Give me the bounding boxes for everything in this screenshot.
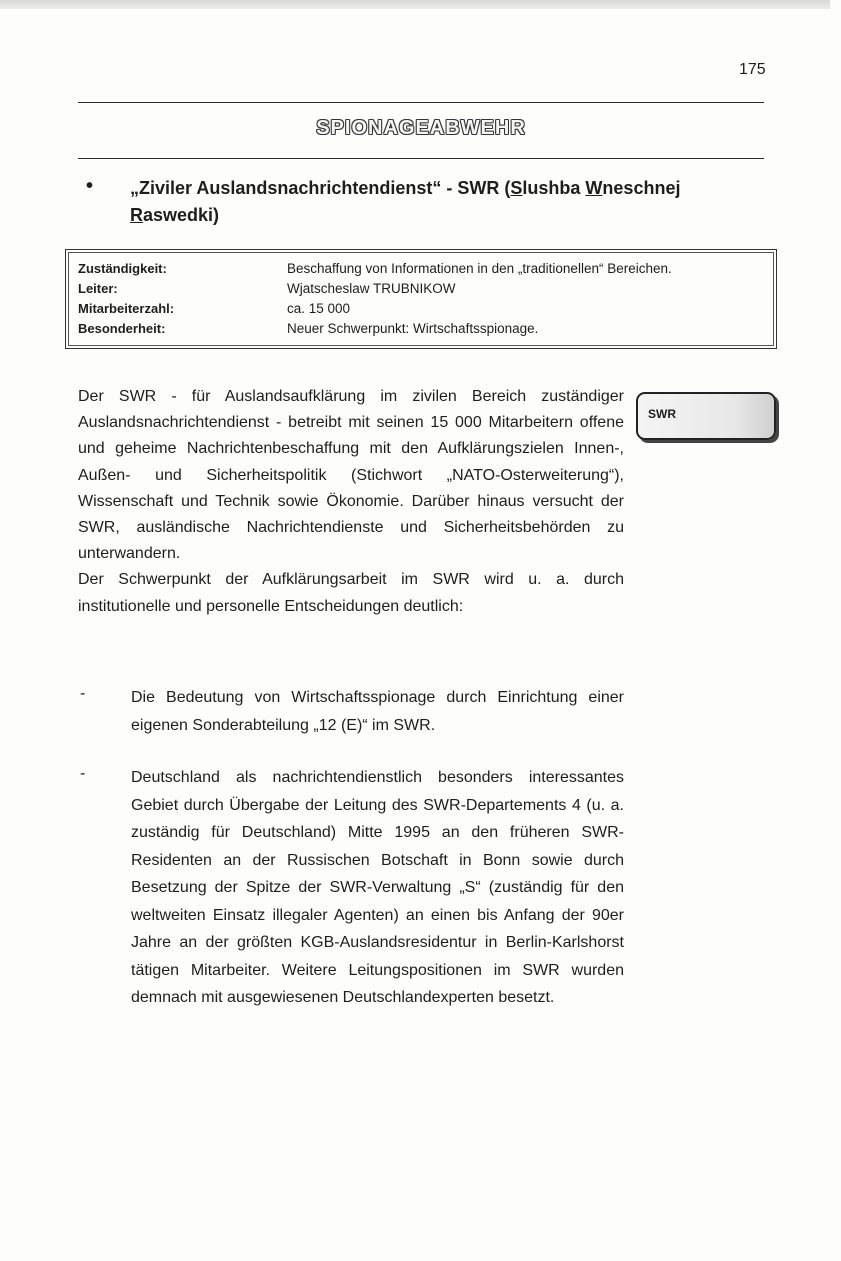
info-label: Leiter: [78, 281, 118, 296]
heading-underlined-w: W [585, 178, 603, 198]
margin-tag [636, 392, 776, 440]
paragraph: Der SWR - für Auslandsaufklärung im zivilen Bereich zuständiger Auslandsnachrichtendienst - betreibt mit seinen 15 000 Mitarbeitern offene und geheime Nachrichtenbeschaffung mit den Aufklärungszielen Innen-, Außen- und Sicherheitspolitik (Stichwort „NATO-Osterweiterung“), Wissenschaft und Technik sowie Ökonomie. Darüber hinaus versucht der SWR, ausländische Nachrichtendienste und Sicherheitsbehörden zu unterwandern. [78, 388, 624, 563]
bottom-rule [78, 158, 764, 159]
list-item: Die Bedeutung von Wirtschaftsspionage durch Einrichtung einer eigenen Sonderabteilung „12 (E)“ im SWR. [131, 689, 624, 734]
heading-underlined-s: S [510, 178, 523, 198]
heading-text: aswedki) [143, 205, 220, 225]
scan-edge [0, 0, 830, 9]
section-title: SPIONAGEABWEHR [316, 117, 526, 139]
paragraph: Der Schwerpunkt der Aufklärungsarbeit im SWR wird u. a. durch institutionelle und personelle Entscheidungen deutlich: [78, 571, 624, 615]
page-number: 175 [739, 61, 766, 78]
info-label: Besonderheit: [78, 321, 166, 336]
dash-marker: - [80, 765, 86, 782]
info-label: Zuständigkeit: [78, 261, 167, 276]
info-value: Beschaffung von Informationen in den „traditionellen“ Bereichen. [287, 261, 672, 276]
body-text [78, 384, 624, 620]
list-item: Deutschland als nachrichtendienstlich besonders interessantes Gebiet durch Übergabe der Leitung des SWR-Departements 4 (u. a. zuständig für Deutschland) Mitte 1995 an den früheren SWR-Residenten an der Russischen Botschaft in Bonn sowie durch Besetzung der Spitze der SWR-Verwaltung „S“ (zuständig für den weltweiten Einsatz illegaler Agenten) an einen bis Anfang der 90er Jahre an der größten KGB-Auslandsresidentur in Berlin-Karlshorst tätigen Mitarbeiter. Weitere Leitungspositionen im SWR wurden demnach mit ausgewiesenen Deutschlandexperten besetzt. [131, 769, 624, 1006]
heading-text: neschnej [602, 178, 681, 198]
heading-text: „Ziviler Auslandsnachrichtendienst“ - SWR ( [130, 178, 511, 198]
top-rule [78, 102, 764, 103]
info-value: Wjatscheslaw TRUBNIKOW [287, 281, 456, 296]
heading-text: lushba [522, 178, 586, 198]
bullet-icon: • [86, 175, 94, 197]
dash-marker: - [80, 685, 86, 702]
section-heading [130, 175, 776, 229]
info-label: Mitarbeiterzahl: [78, 301, 175, 316]
heading-underlined-r: R [130, 205, 143, 225]
info-value: Neuer Schwerpunkt: Wirtschaftsspionage. [287, 321, 539, 336]
margin-tag-label: SWR [648, 407, 676, 421]
info-value: ca. 15 000 [287, 301, 351, 316]
